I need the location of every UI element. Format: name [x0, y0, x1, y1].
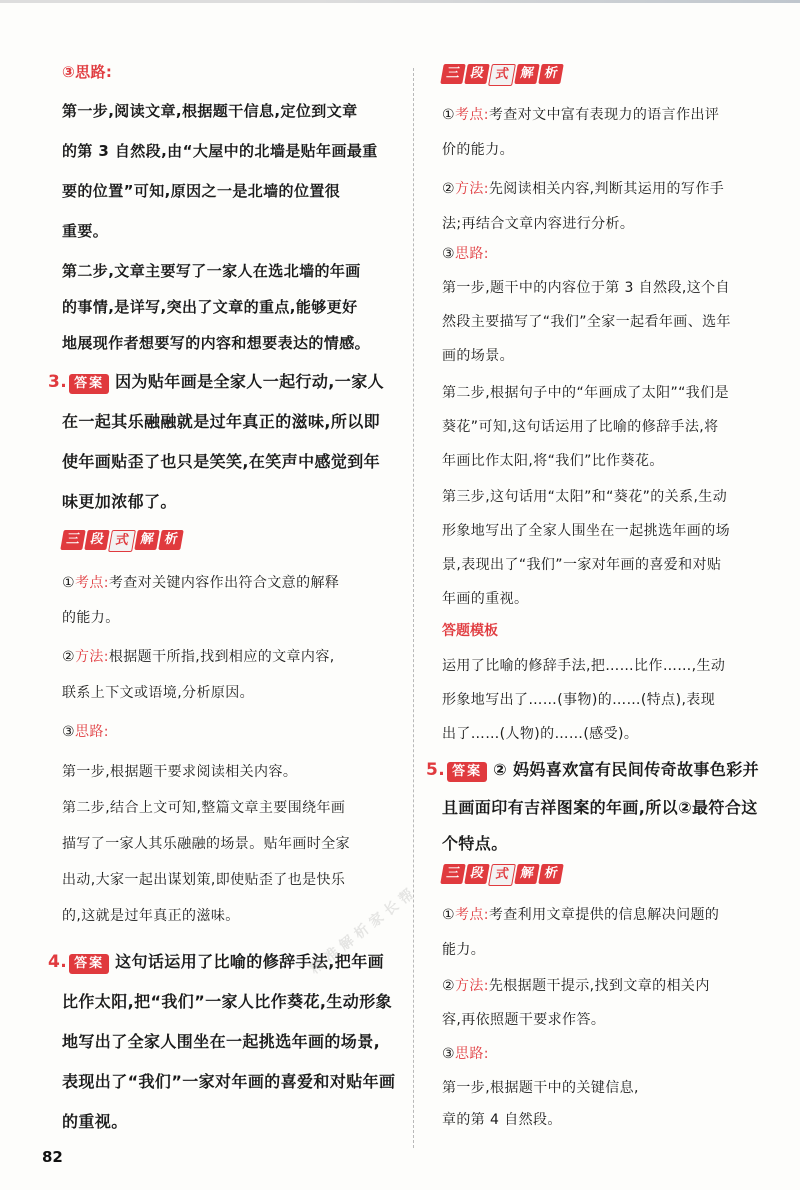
answer-text: 个特点。 [442, 834, 508, 853]
analysis-header [442, 64, 562, 86]
answer-3 [48, 372, 384, 394]
page-number: 82 [42, 1148, 63, 1166]
header-char: 解 [514, 64, 540, 84]
text-line: 出了……(人物)的……(感受)。 [442, 726, 639, 742]
text-line: 第一步,阅读文章,根据题干信息,定位到文章 [62, 102, 358, 120]
text-line: 联系上下文或语境,分析原因。 [62, 685, 255, 701]
text-line: 法;再结合文章内容进行分析。 [442, 216, 635, 232]
header-char: 析 [158, 530, 184, 550]
text-line: 形象地写出了全家人围坐在一起挑选年画的场 [442, 523, 730, 539]
answer-text: 且画面印有吉祥图案的年画,所以②最符合这 [442, 798, 758, 817]
header-char: 三 [440, 64, 466, 84]
answer-text: 味更加浓郁了。 [62, 492, 177, 511]
answer-text: 的重视。 [62, 1112, 128, 1131]
text-line: 的,这就是过年真正的滋味。 [62, 908, 240, 924]
text-line: 出动,大家一起出谋划策,即使贴歪了也是快乐 [62, 872, 346, 888]
watermark: 精 准 解 析 家 长 帮 [306, 886, 417, 978]
answer-text: 使年画贴歪了也只是笑笑,在笑声中感觉到年 [62, 452, 381, 471]
text-line: 运用了比喻的修辞手法,把……比作……,生动 [442, 658, 726, 674]
text-line: 能力。 [442, 942, 486, 958]
thinking-label: ③思路: [442, 246, 489, 262]
text-line: 形象地写出了……(事物)的……(特点),表现 [442, 692, 716, 708]
text-line: 第二步,根据句子中的“年画成了太阳”“我们是 [442, 385, 730, 401]
question-number: 4. [48, 952, 68, 972]
text-line: 的第 3 自然段,由“大屋中的北墙是贴年画最重 [62, 142, 378, 160]
header-char: 段 [464, 64, 490, 84]
answer-text: 地写出了全家人围坐在一起挑选年画的场景, [62, 1032, 381, 1051]
text-line: 第一步,根据题干要求阅读相关内容。 [62, 764, 298, 780]
text-line: 描写了一家人其乐融融的场景。贴年画时全家 [62, 836, 350, 852]
answer-tag: 答案 [69, 954, 109, 974]
top-edge [0, 0, 800, 3]
text-line: 第三步,这句话用“太阳”和“葵花”的关系,生动 [442, 489, 728, 505]
analysis-header [442, 864, 562, 886]
text-line: 景,表现出了“我们”一家对年画的喜爱和对贴 [442, 557, 722, 573]
header-char: 三 [60, 530, 86, 550]
answer-4 [48, 952, 384, 974]
text-line: 的事情,是详写,突出了文章的重点,能够更好 [62, 298, 358, 316]
header-char: 段 [84, 530, 110, 550]
exam-point: ①考点:考查对关键内容作出符合文意的解释 [62, 575, 340, 591]
answer-text: 表现出了“我们”一家对年画的喜爱和对贴年画 [62, 1072, 396, 1091]
text-line: 葵花”可知,这句话运用了比喻的修辞手法,将 [442, 419, 719, 435]
text-line: 年画的重视。 [442, 591, 529, 607]
text-line: 要的位置”可知,原因之一是北墙的位置很 [62, 182, 341, 200]
header-char: 解 [514, 864, 540, 884]
text-line: 章的第 4 自然段。 [442, 1112, 562, 1128]
text-line: 第一步,题干中的内容位于第 3 自然段,这个自 [442, 280, 730, 296]
text-line: 然段主要描写了“我们”全家一起看年画、选年 [442, 314, 731, 330]
text-line: 价的能力。 [442, 142, 514, 158]
answer-text: 在一起其乐融融就是过年真正的滋味,所以即 [62, 412, 381, 431]
answer-5 [426, 760, 759, 782]
column-divider [413, 68, 414, 1148]
question-number: 5. [426, 760, 446, 780]
text-line: 画的场景。 [442, 348, 514, 364]
answer-text: ② 妈妈喜欢富有民间传奇故事色彩并 [493, 760, 760, 779]
text-line: 年画比作太阳,将“我们”比作葵花。 [442, 453, 664, 469]
header-char: 式 [488, 864, 516, 886]
exam-point: ①考点:考查利用文章提供的信息解决问题的 [442, 907, 720, 923]
text-line: 地展现作者想要写的内容和想要表达的情感。 [62, 334, 371, 352]
header-char: 析 [538, 64, 564, 84]
text-line: 重要。 [62, 222, 109, 240]
method: ②方法:根据题干所指,找到相应的文章内容, [62, 649, 335, 665]
header-char: 解 [134, 530, 160, 550]
thinking-label: ③思路: [62, 63, 113, 81]
thinking-label: ③思路: [442, 1046, 489, 1062]
text-line: 第一步,根据题干中的关键信息, [442, 1080, 639, 1096]
header-char: 三 [440, 864, 466, 884]
header-char: 式 [488, 64, 516, 86]
thinking-label: ③思路: [62, 724, 109, 740]
header-char: 式 [108, 530, 136, 552]
exam-point: ①考点:考查对文中富有表现力的语言作出评 [442, 107, 720, 123]
text-line: 的能力。 [62, 610, 120, 626]
question-number: 3. [48, 372, 68, 392]
method: ②方法:先阅读相关内容,判断其运用的写作手 [442, 181, 725, 197]
answer-text: 因为贴年画是全家人一起行动,一家人 [115, 372, 384, 391]
answer-tag: 答案 [447, 762, 487, 782]
answer-text: 比作太阳,把“我们”一家人比作葵花,生动形象 [62, 992, 392, 1011]
template-title: 答题模板 [442, 623, 498, 639]
answer-tag: 答案 [69, 374, 109, 394]
method: ②方法:先根据题干提示,找到文章的相关内 [442, 978, 710, 994]
header-char: 析 [538, 864, 564, 884]
analysis-header [62, 530, 182, 552]
header-char: 段 [464, 864, 490, 884]
answer-text: 这句话运用了比喻的修辞手法,把年画 [115, 952, 384, 971]
text-line: 容,再依照题干要求作答。 [442, 1012, 606, 1028]
text-line: 第二步,结合上文可知,整篇文章主要围绕年画 [62, 800, 346, 816]
text-line: 第二步,文章主要写了一家人在选北墙的年画 [62, 262, 361, 280]
